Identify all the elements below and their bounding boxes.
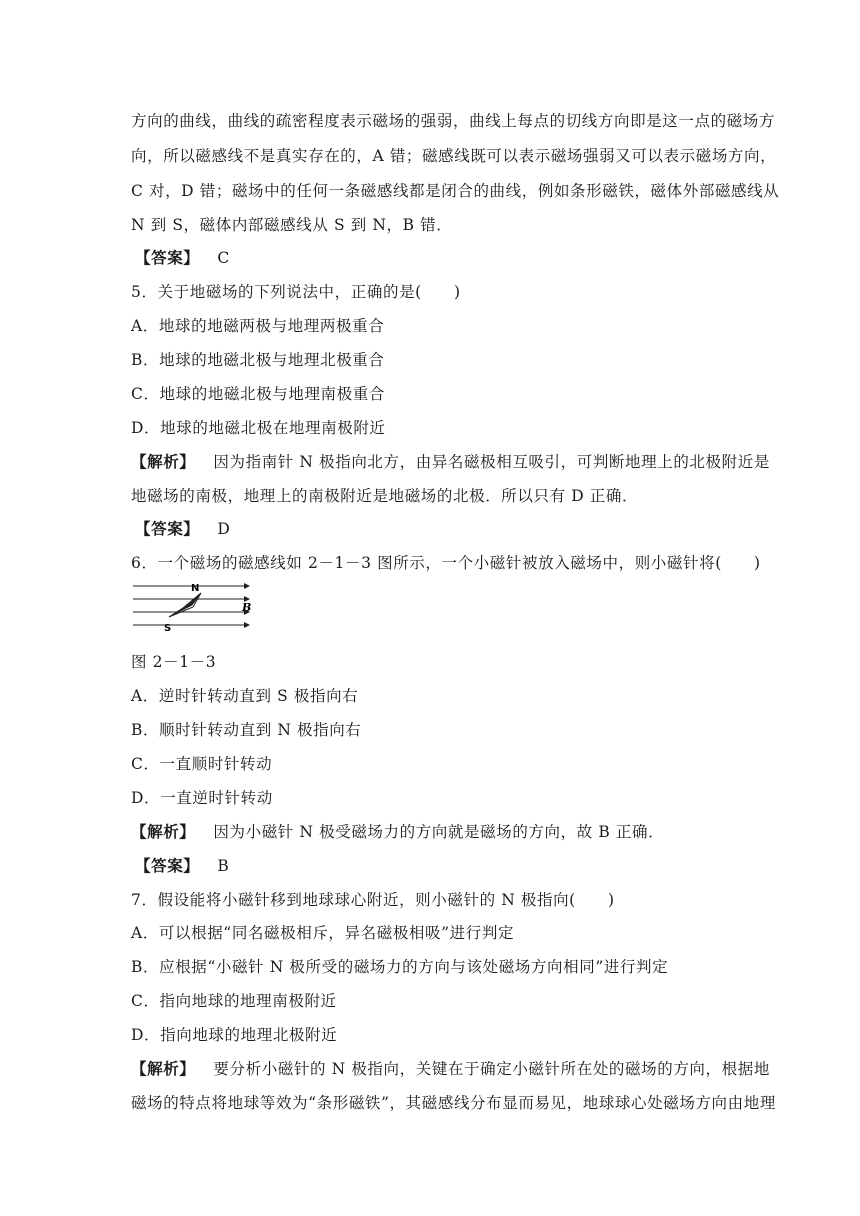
- figure-caption: 图 2－1－3: [131, 653, 217, 671]
- analysis-row: [131, 821, 731, 843]
- analysis-label: 【解析】: [131, 822, 196, 841]
- analysis-line: 方向的曲线，曲线的疏密程度表示磁场的强弱，曲线上每点的切线方向即是这一点的磁场方: [131, 112, 776, 130]
- answer-label: 【答案】: [135, 856, 200, 875]
- question-stem: 5．关于地磁场的下列说法中，正确的是( ): [131, 283, 461, 301]
- option-a: A．地球的地磁两极与地理两极重合: [131, 317, 385, 335]
- analysis-line: 向，所以磁感线不是真实存在的，A 错；磁感线既可以表示磁场强弱又可以表示磁场方向，: [131, 147, 777, 165]
- answer-value: B: [217, 857, 230, 875]
- question-stem: 6．一个磁场的磁感线如 2－1－3 图所示，一个小磁针被放入磁场中，则小磁针将( ): [131, 554, 761, 572]
- answer-value: C: [217, 249, 230, 267]
- analysis-text: 因为指南针 N 极指向北方，由异名磁极相互吸引，可判断地理上的北极附近是: [213, 453, 770, 471]
- option-c: C．一直顺时针转动: [131, 755, 273, 773]
- question-stem: 7．假设能将小磁针移到地球球心附近，则小磁针的 N 极指向( ): [131, 891, 615, 909]
- magnetic-field-figure: [131, 580, 271, 640]
- option-c: C．指向地球的地理南极附近: [131, 992, 337, 1010]
- analysis-line: N 到 S，磁体内部磁感线从 S 到 N，B 错．: [131, 216, 453, 234]
- option-b: B．顺时针转动直到 N 极指向右: [131, 721, 362, 739]
- analysis-label: 【解析】: [131, 1059, 196, 1078]
- analysis-text: 要分析小磁针的 N 极指向，关键在于确定小磁针所在处的磁场的方向，根据地: [213, 1060, 770, 1078]
- option-b: B．应根据“小磁针 N 极所受的磁场力的方向与该处磁场方向相同”进行判定: [131, 958, 669, 976]
- answer-label: 【答案】: [135, 248, 200, 267]
- analysis-row: [131, 451, 770, 473]
- answer-row: [135, 855, 735, 877]
- analysis-line: C 对，D 错；磁场中的任何一条磁感线都是闭合的曲线，例如条形磁铁，磁体外部磁感线从: [131, 182, 780, 200]
- answer-label: 【答案】: [135, 519, 200, 538]
- option-a: A．可以根据“同名磁极相斥，异名磁极相吸”进行判定: [131, 924, 515, 942]
- north-label: N: [191, 583, 200, 594]
- option-d: D．指向地球的地理北极附近: [131, 1026, 338, 1044]
- option-d: D．地球的地磁北极在地理南极附近: [131, 419, 386, 437]
- answer-value: D: [217, 520, 231, 538]
- compass-needle-icon: [169, 593, 201, 617]
- analysis-text: 因为小磁针 N 极受磁场力的方向就是磁场的方向，故 B 正确．: [213, 823, 665, 841]
- option-c: C．地球的地磁北极与地理南极重合: [131, 385, 385, 403]
- analysis-line: 磁场的特点将地球等效为“条形磁铁”，其磁感线分布显而易见，地球球心处磁场方向由地理: [131, 1094, 776, 1112]
- option-d: D．一直逆时针转动: [131, 789, 273, 807]
- analysis-line: 地磁场的南极，地理上的南极附近是地磁场的北极．所以只有 D 正确．: [131, 487, 639, 505]
- option-a: A．逆时针转动直到 S 极指向右: [131, 687, 359, 705]
- analysis-label: 【解析】: [131, 452, 196, 471]
- answer-row: [135, 518, 735, 540]
- south-label: S: [164, 623, 172, 634]
- analysis-row: [131, 1058, 770, 1080]
- option-b: B．地球的地磁北极与地理北极重合: [131, 351, 385, 369]
- field-b-label: B: [242, 601, 252, 614]
- answer-row: [135, 247, 735, 269]
- field-lines-diagram: [131, 580, 271, 640]
